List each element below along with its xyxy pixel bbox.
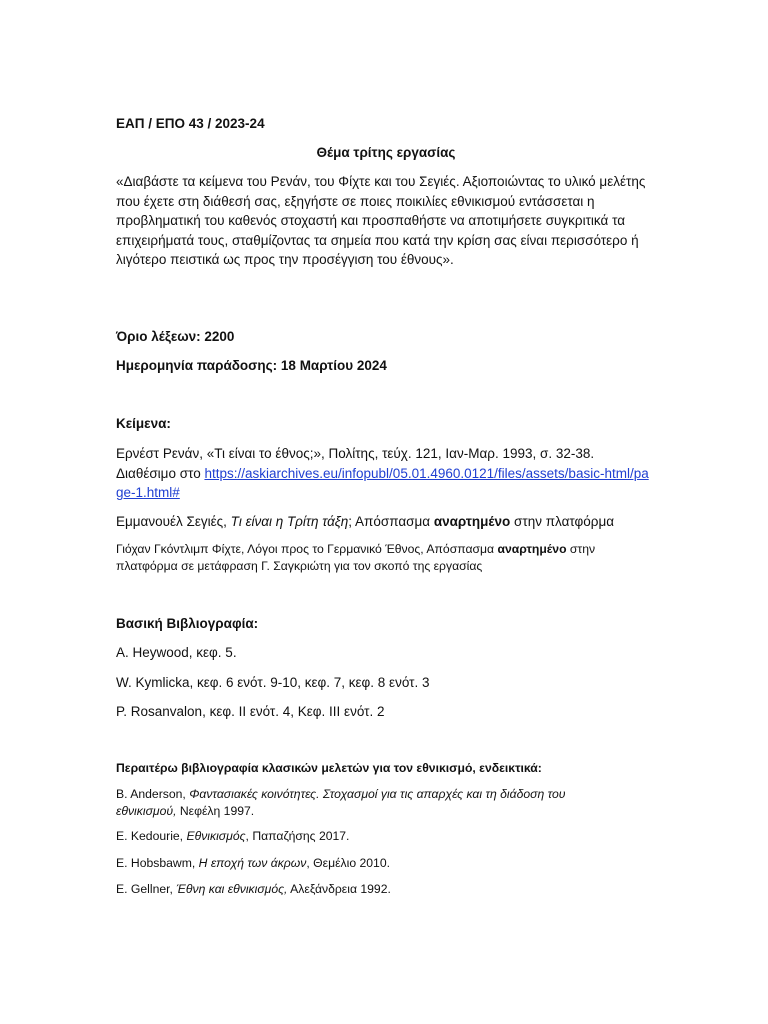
sieyes-end: στην πλατφόρμα xyxy=(510,514,615,529)
further-bibliography-item xyxy=(116,786,616,819)
bib-publisher: Αλεξάνδρεια 1992. xyxy=(287,882,391,896)
bib-publisher: Νεφέλη 1997. xyxy=(176,803,255,818)
texts-heading: Κείμενα: xyxy=(116,416,171,431)
renan-available: Διαθέσιμο στο xyxy=(116,465,205,481)
sieyes-entry xyxy=(116,512,666,532)
assignment-prompt: «Διαβάστε τα κείμενα του Ρενάν, του Φίχτε και του Σεγιές. Αξιοποιώντας το υλικό μελέτης που έχετε στη διάθεσή σας, εξηγήστε σε ποιες ποικιλίες εθνικισμού εντάσσεται η προβληματική του καθενός στοχαστή και προσπαθήστε να αποτιμήσετε συγκριτικά τα επιχειρήματά τους, σταθμίζοντας τα σημεία που κατά την κρίση σας είναι περισσότερο ή λιγότερο πειστικά ως προς την προσέγγιση του έθνους». xyxy=(116,174,646,268)
further-bibliography-heading: Περαιτέρω βιβλιογραφία κλασικών μελετών για τον εθνικισμό, ενδεικτικά: xyxy=(116,761,542,775)
further-bibliography-item xyxy=(116,855,656,872)
bib-title: Έθνη και εθνικισμός, xyxy=(176,882,288,896)
bib-author: E. Gellner, xyxy=(116,882,177,896)
bib-title: Φαντασιακές κοινότητες. Στοχασμοί για τις απαρχές και τη διάδοση του εθνικισμού, xyxy=(116,787,566,818)
basic-bibliography-heading: Βασική Βιβλιογραφία: xyxy=(116,616,259,631)
fichte-entry xyxy=(116,541,636,574)
sieyes-mid: ; Απόσπασμα xyxy=(348,514,434,529)
bib-author: B. Anderson, xyxy=(116,787,190,801)
sieyes-author: Εμμανουέλ Σεγιές, xyxy=(116,514,231,529)
fichte-bold: αναρτημένο xyxy=(497,542,567,556)
renan-link[interactable]: https://askiarchives.eu/infopubl/05.01.4960.0121/files/assets/basic-html/page-1.html# xyxy=(116,465,649,501)
renan-citation: Ερνέστ Ρενάν, «Τι είναι το έθνος;», Πολίτης, τεύχ. 121, Ιαν-Μαρ. 1993, σ. 32-38. xyxy=(116,446,595,461)
basic-bibliography-item: A. Heywood, κεφ. 5. xyxy=(116,645,237,660)
fichte-start: Γιόχαν Γκόντλιμπ Φίχτε, Λόγοι προς το Γερμανικό Έθνος, Απόσπασμα xyxy=(116,542,498,556)
basic-bibliography-item: W. Kymlicka, κεφ. 6 ενότ. 9-10, κεφ. 7, κεφ. 8 ενότ. 3 xyxy=(116,675,430,690)
assignment-title: Θέμα τρίτης εργασίας xyxy=(316,145,456,160)
bib-publisher: , Παπαζήσης 2017. xyxy=(245,829,350,843)
bib-author: E. Kedourie, xyxy=(116,829,187,843)
further-bibliography-item xyxy=(116,828,656,845)
sieyes-title: Τι είναι η Τρίτη τάξη xyxy=(230,514,349,529)
sieyes-bold: αναρτημένο xyxy=(433,514,511,529)
deadline-value: 18 Μαρτίου 2024 xyxy=(280,358,387,373)
fichte-end: στην πλατφόρμα σε μετάφραση Γ. Σαγκριώτη για τον σκοπό της εργασίας xyxy=(116,542,596,573)
word-limit: Όριο λέξεων: 2200 xyxy=(116,329,235,344)
deadline-label: Ημερομηνία παράδοσης: xyxy=(116,358,281,373)
course-code: ΕΑΠ / ΕΠΟ 43 / 2023-24 xyxy=(116,116,265,131)
bib-author: E. Hobsbawm, xyxy=(116,856,199,870)
bib-title: Εθνικισμός xyxy=(186,829,246,843)
deadline xyxy=(116,356,656,376)
bib-title: Η εποχή των άκρων xyxy=(198,856,307,870)
bib-publisher: , Θεμέλιο 2010. xyxy=(306,856,390,870)
basic-bibliography-item: P. Rosanvalon, κεφ. II ενότ. 4, Κεφ. III ενότ. 2 xyxy=(116,704,385,719)
renan-entry xyxy=(116,444,651,503)
further-bibliography-item xyxy=(116,881,656,898)
